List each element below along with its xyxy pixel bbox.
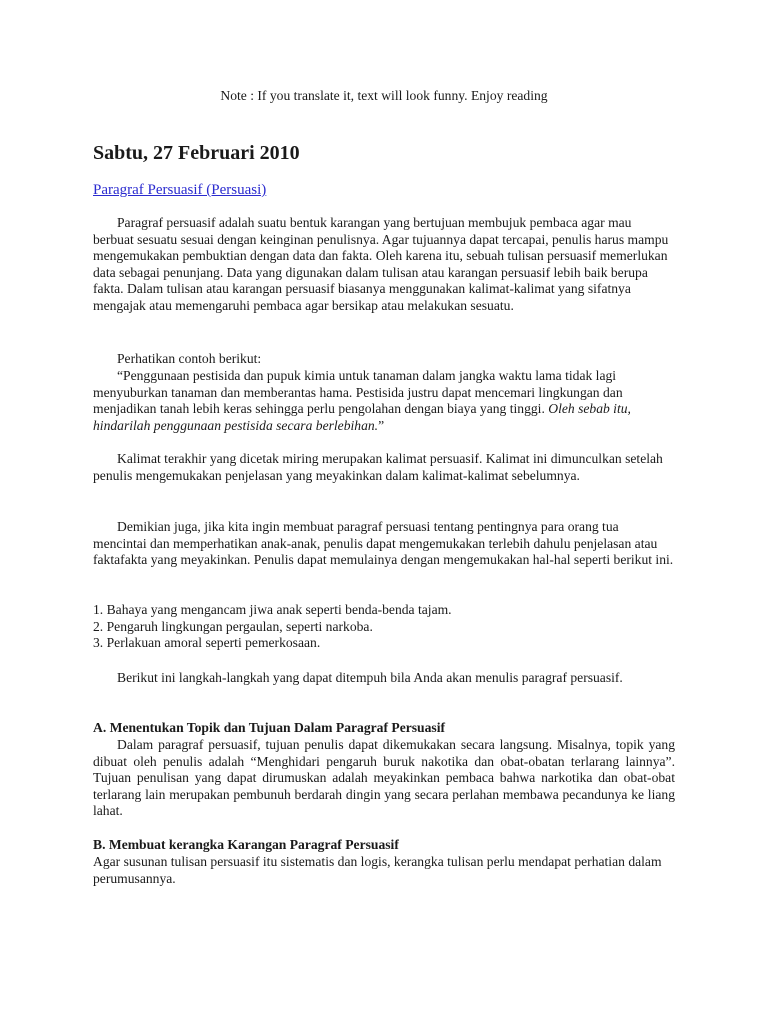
- post-title-link[interactable]: Paragraf Persuasif (Persuasi): [93, 182, 267, 198]
- list-item: 3. Perlakuan amoral seperti pemerkosaan.: [93, 635, 321, 650]
- paragraph-steps-intro: Berikut ini langkah-langkah yang dapat ditempuh bila Anda akan menulis paragraf persuasif.: [117, 670, 623, 685]
- translation-note: Note : If you translate it, text will look funny. Enjoy reading: [220, 88, 548, 103]
- example-intro: Perhatikan contoh berikut:: [117, 351, 262, 366]
- paragraph-intro: Paragraf persuasif adalah suatu bentuk karangan yang bertujuan membujuk pembaca agar mau berbuat sesuatu sesuai dengan keinginan penulisnya. Agar tujuannya dapat tercapai, penulis harus mampu mengemukakan pembuktian dengan data dan fakta. Oleh karena itu, sebuah tulisan persuasif memerlukan data sebagai penunjang. Data yang digunakan dalam tulisan atau karangan persuasif lebih baik berupa fakta. Dalam tulisan atau karangan persuasif biasanya menggunakan kalimat-kalimat yang sifatnya mengajak atau memengaruhi pembaca agar bersikap atau melakukan sesuatu.: [93, 215, 669, 313]
- section-a-text: Dalam paragraf persuasif, tujuan penulis dapat dikemukakan secara langsung. Misalnya, topik yang dibuat oleh penulis adalah “Menghidari pengaruh buruk nakotika dan obat-obatan terlarang lainnya”. Tujuan penulisan yang dapat dirumuskan adalah meyakinkan pembaca bahwa narkotika dan obat-obat terlarang lain merupakan pembunuh berdarah dingin yang secara perlahan membawa pecandunya ke liang lahat.: [93, 737, 675, 818]
- section-b-heading: B. Membuat kerangka Karangan Paragraf Persuasif: [93, 837, 399, 852]
- quote-text: “Penggunaan pestisida dan pupuk kimia untuk tanaman dalam jangka waktu lama tidak lagi menyuburkan tanaman dan memberantas hama. Pestisida justru dapat mencemari lingkungan dan menjadikan tanah lebih keras sehingga perlu pengolahan dengan biaya yang tinggi.: [93, 368, 623, 416]
- quote-italic-persuasive-sentence: Oleh sebab itu, hindarilah penggunaan pestisida secara berlebihan.: [93, 401, 631, 433]
- list-item: 2. Pengaruh lingkungan pergaulan, seperti narkoba.: [93, 618, 373, 634]
- paragraph-explanation: Kalimat terakhir yang dicetak miring merupakan kalimat persuasif. Kalimat ini dimunculkan setelah penulis mengemukakan penjelasan yang meyakinkan dalam kalimat-kalimat sebelumnya.: [93, 451, 663, 483]
- list-item: 1. Bahaya yang mengancam jiwa anak seperti benda-benda tajam.: [93, 602, 452, 617]
- paragraph-parent-example: Demikian juga, jika kita ingin membuat paragraf persuasi tentang pentingnya para orang tua mencintai dan memperhatikan anak-anak, penulis dapat mengemukakan terlebih dahulu penjelasan atau faktafakta yang meyakinkan. Penulis dapat memulainya dengan mengemukakan hal-hal seperti berikut ini.: [93, 519, 674, 567]
- section-a-heading: A. Menentukan Topik dan Tujuan Dalam Paragraf Persuasif: [93, 720, 445, 735]
- example-quote: [93, 368, 675, 434]
- numbered-list: [93, 602, 675, 652]
- post-date: Sabtu, 27 Februari 2010: [93, 142, 300, 164]
- quote-close: ”: [378, 417, 385, 433]
- section-b-text: Agar susunan tulisan persuasif itu sistematis dan logis, kerangka tulisan perlu mendapat perhatian dalam perumusannya.: [93, 854, 662, 886]
